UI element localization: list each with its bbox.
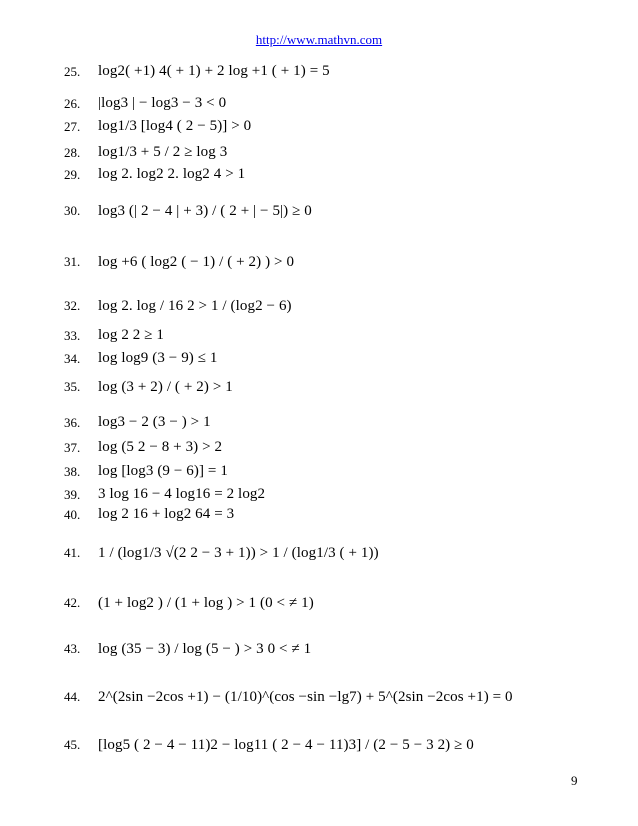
problem-expression: log 2 2 ≥ 1	[98, 327, 164, 343]
problem-expression: log (5 2 − 8 + 3) > 2	[98, 439, 223, 455]
problem-number: 30.	[64, 203, 81, 219]
problem-number: 37.	[64, 439, 81, 455]
problem-expression: log1/3 [log4 ( 2 − 5)] > 0	[98, 118, 252, 134]
problem-number: 36.	[64, 414, 81, 430]
problem-expression: log 2. log2 2. log2 4 > 1	[98, 166, 246, 182]
problem-expression: log 2. log / 16 2 > 1 / (log2 − 6)	[98, 298, 292, 314]
header-url[interactable]: http://www.mathvn.com	[255, 32, 383, 47]
problem-number: 31.	[64, 254, 81, 270]
problem-row	[64, 63, 604, 80]
problem-expression: 3 log 16 − 4 log16 = 2 log2	[98, 486, 266, 502]
problem-expression: 1 / (log1/3 √(2 2 − 3 + 1)) > 1 / (log1/3 ( + 1))	[98, 545, 379, 561]
problem-row	[64, 544, 604, 563]
problem-expression: log 2 16 + log2 64 = 3	[98, 506, 235, 522]
problem-number: 33.	[64, 327, 81, 343]
problem-row	[64, 166, 604, 183]
problem-expression: log (35 − 3) / log (5 − ) > 3 0 < ≠ 1	[98, 641, 312, 657]
problem-row	[64, 95, 604, 112]
problem-number: 32.	[64, 298, 81, 314]
page-number: 9	[571, 773, 578, 788]
problem-expression: log1/3 + 5 / 2 ≥ log 3	[98, 144, 228, 160]
problem-number: 39.	[64, 486, 81, 502]
problem-row	[64, 253, 604, 272]
problem-number: 41.	[64, 545, 81, 561]
problem-number: 34.	[64, 350, 81, 366]
problem-row	[64, 463, 604, 480]
problem-expression: [log5 ( 2 − 4 − 11)2 − log11 ( 2 − 4 − 11)3] / (2 − 5 − 3 2) ≥ 0	[98, 737, 474, 753]
problem-expression: log3 − 2 (3 − ) > 1	[98, 414, 211, 430]
problem-number: 40.	[64, 506, 81, 522]
problem-row	[64, 378, 604, 397]
problem-expression: log (3 + 2) / ( + 2) > 1	[98, 379, 233, 395]
problem-row	[64, 350, 604, 367]
problem-number: 42.	[64, 595, 81, 611]
problem-row	[64, 506, 604, 523]
problem-row	[64, 688, 604, 707]
problem-expression: log [log3 (9 − 6)] = 1	[98, 463, 228, 479]
problem-row	[64, 594, 604, 613]
problem-number: 44.	[64, 689, 81, 705]
problem-expression: log log9 (3 − 9) ≤ 1	[98, 350, 218, 366]
problem-row	[64, 640, 604, 659]
problem-number: 35.	[64, 379, 81, 395]
problem-row	[64, 439, 604, 456]
problem-number: 29.	[64, 166, 81, 182]
problem-expression: (1 + log2 ) / (1 + log ) > 1 (0 < ≠ 1)	[98, 595, 314, 611]
problem-row	[64, 202, 604, 221]
problem-expression: 2^(2sin −2cos +1) − (1/10)^(cos −sin −lg7) + 5^(2sin −2cos +1) = 0	[98, 689, 513, 705]
problem-row	[64, 736, 604, 755]
problem-row	[64, 118, 604, 135]
problem-number: 38.	[64, 463, 81, 479]
problem-expression: log2( +1) 4( + 1) + 2 log +1 ( + 1) = 5	[98, 63, 330, 79]
problem-number: 26.	[64, 95, 81, 111]
problem-number: 28.	[64, 144, 81, 160]
problem-number: 45.	[64, 737, 81, 753]
problem-expression: |log3 | − log3 − 3 < 0	[98, 95, 227, 111]
problem-row	[64, 327, 604, 344]
problem-number: 43.	[64, 641, 81, 657]
problem-row	[64, 486, 604, 503]
problem-row	[64, 144, 604, 161]
problem-row	[64, 414, 604, 431]
problem-row	[64, 297, 604, 316]
problem-number: 27.	[64, 118, 81, 134]
problem-expression: log3 (| 2 − 4 | + 3) / ( 2 + | − 5|) ≥ 0	[98, 203, 312, 219]
problem-number: 25.	[64, 63, 81, 79]
problem-expression: log +6 ( log2 ( − 1) / ( + 2) ) > 0	[98, 254, 295, 270]
